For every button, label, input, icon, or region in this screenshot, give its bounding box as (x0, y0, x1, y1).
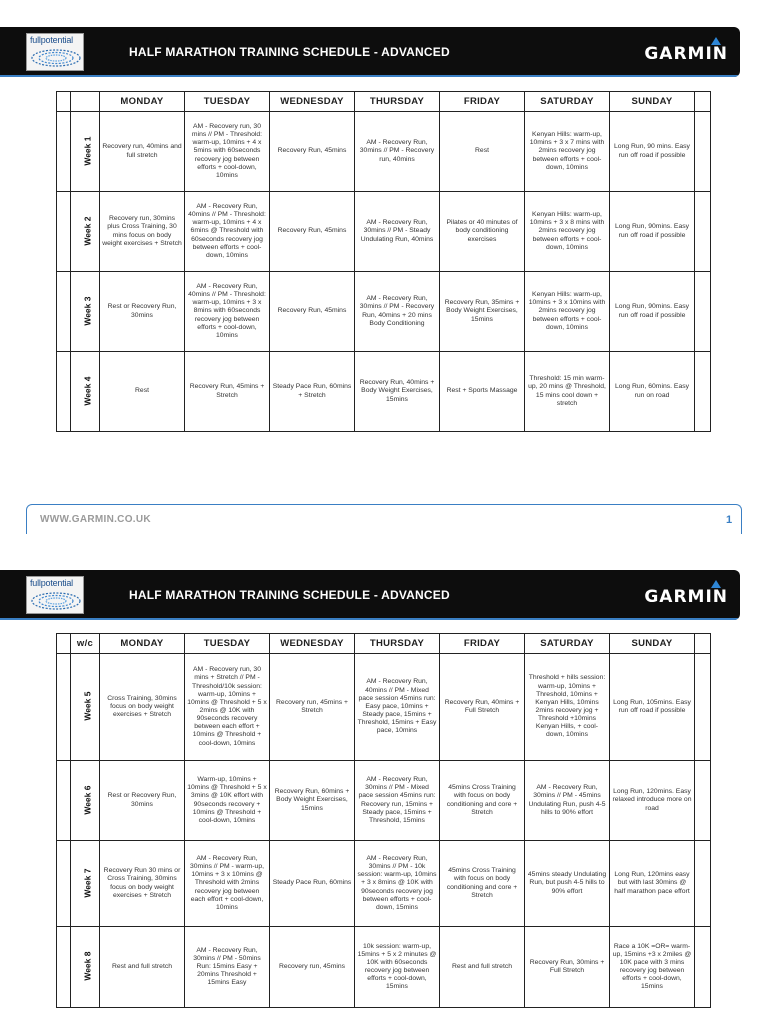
blank-cell (695, 634, 711, 654)
garmin-logo: GARMIN (644, 587, 728, 607)
session-cell-wednesday: Steady Pace Run, 60mins (270, 841, 355, 927)
swirl-icon (30, 47, 82, 69)
session-cell-tuesday: AM - Recovery Run, 30mins // PM - warm-up, 10mins + 3 x 10mins @ Threshold with 2mins recovery jog between each effort + cool-down, 10mins (185, 841, 270, 927)
corner-cell: w/c (71, 634, 100, 654)
day-header-saturday: SATURDAY (525, 92, 610, 112)
session-cell-thursday: AM - Recovery Run, 30mins // PM - Recovery run, 40mins (355, 112, 440, 192)
session-cell-tuesday: Recovery Run, 45mins + Stretch (185, 352, 270, 432)
week-row (57, 654, 711, 761)
day-header-wednesday: WEDNESDAY (270, 92, 355, 112)
blank-cell (57, 761, 71, 841)
week-label-cell (71, 927, 100, 1008)
week-label: Week 8 (82, 951, 93, 982)
session-cell-sunday: Long Run, 60mins. Easy run on road (610, 352, 695, 432)
session-cell-thursday: AM - Recovery Run, 30mins // PM - Recovery Run, 40mins + 20 mins Body Conditioning (355, 272, 440, 352)
session-cell-tuesday: AM - Recovery Run, 40mins // PM - Threshold: warm-up, 10mins + 4 x 6mins @ Threshold with 60seconds recovery jog between efforts + cool-down, 10mins (185, 192, 270, 272)
blank-cell (695, 654, 711, 761)
session-cell-wednesday: Recovery Run, 45mins (270, 112, 355, 192)
blank-cell (695, 927, 711, 1008)
blank-cell (695, 352, 711, 432)
week-label-cell (71, 352, 100, 432)
session-cell-monday: Cross Training, 30mins focus on body weight exercises + Stretch (100, 654, 185, 761)
page2-header-banner (0, 570, 740, 620)
blank-cell (695, 92, 711, 112)
session-cell-saturday: Threshold: 15 min warm-up, 20 mins @ Threshold, 15 mins cool down + stretch (525, 352, 610, 432)
swirl-icon (30, 590, 82, 612)
week-label: Week 1 (82, 136, 93, 166)
blank-cell (57, 272, 71, 352)
blank-cell (695, 192, 711, 272)
day-header-thursday: THURSDAY (355, 634, 440, 654)
blank-cell (695, 272, 711, 352)
day-header-sunday: SUNDAY (610, 634, 695, 654)
day-header-saturday: SATURDAY (525, 634, 610, 654)
session-cell-saturday: Kenyan Hills: warm-up, 10mins + 3 x 7 mins with 2mins recovery jog between efforts + cool-down, 10mins (525, 112, 610, 192)
blank-cell (57, 352, 71, 432)
logo-wordmark: fullpotential (30, 35, 73, 45)
session-cell-tuesday: AM - Recovery run, 30 mins + Stretch // PM - Threshold/10k session: warm-up, 10mins + 10mins @ Threshold + 5 x 2mins @ 10K with 90seconds recovery between each effort + 10mins @ Threshold + cool-down, 10mins (185, 654, 270, 761)
session-cell-monday: Recovery Run 30 mins or Cross Training, 30mins focus on body weight exercises + Stretch (100, 841, 185, 927)
week-label-cell (71, 841, 100, 927)
session-cell-monday: Rest and full stretch (100, 927, 185, 1008)
session-cell-friday: Rest + Sports Massage (440, 352, 525, 432)
week-row (57, 841, 711, 927)
week-label-cell (71, 761, 100, 841)
day-header-tuesday: TUESDAY (185, 634, 270, 654)
week-label: Week 7 (82, 868, 93, 898)
session-cell-tuesday: AM - Recovery run, 30 mins // PM - Threshold: warm-up, 10mins + 4 x 5mins with 60seconds recovery jog between efforts + cool-down, 10mins (185, 112, 270, 192)
session-cell-saturday: Kenyan Hills: warm-up, 10mins + 3 x 8 mins with 2mins recovery jog between efforts + cool-down, 10mins (525, 192, 610, 272)
session-cell-saturday: AM - Recovery Run, 30mins // PM - 45mins Undulating Run, push 4-5 hills to 90% effort (525, 761, 610, 841)
session-cell-sunday: Long Run, 90mins. Easy run off road if possible (610, 192, 695, 272)
blank-cell (57, 841, 71, 927)
session-cell-monday: Recovery run, 30mins plus Cross Training, 30 mins focus on body weight exercises + Stretch (100, 192, 185, 272)
week-label: Week 2 (82, 216, 93, 246)
header-row (57, 92, 711, 112)
day-header-sunday: SUNDAY (610, 92, 695, 112)
session-cell-tuesday: Warm-up, 10mins + 10mins @ Threshold + 5 x 3mins @ 10K effort with 90seconds recovery + 10mins @ Threshold + cool-down, 10mins (185, 761, 270, 841)
session-cell-saturday: Recovery Run, 30mins + Full Stretch (525, 927, 610, 1008)
blank-cell (57, 634, 71, 654)
blank-cell (695, 841, 711, 927)
day-header-friday: FRIDAY (440, 92, 525, 112)
session-cell-tuesday: AM - Recovery Run, 30mins // PM - 50mins Run: 15mins Easy + 20mins Threshold + 15mins Easy (185, 927, 270, 1008)
session-cell-thursday: Recovery Run, 40mins + Body Weight Exercises, 15mins (355, 352, 440, 432)
session-cell-tuesday: AM - Recovery Run, 40mins // PM - Threshold: warm-up, 10mins + 3 x 8mins with 60seconds recovery jog between efforts + cool-down, 10mins (185, 272, 270, 352)
session-cell-wednesday: Recovery run, 45mins (270, 927, 355, 1008)
session-cell-saturday: Kenyan Hills: warm-up, 10mins + 3 x 10mins with 2mins recovery jog between efforts + cool-down, 10mins (525, 272, 610, 352)
session-cell-thursday: AM - Recovery Run, 40mins // PM - Mixed pace session 45mins run: Easy pace, 10mins + Steady pace, 15mins + Threshold, 15mins + Easy pace, 10mins (355, 654, 440, 761)
session-cell-sunday: Long Run, 90mins. Easy run off road if possible (610, 272, 695, 352)
session-cell-wednesday: Recovery Run, 60mins + Body Weight Exercises, 15mins (270, 761, 355, 841)
schedule-table-weeks-5-8 (56, 633, 711, 1008)
day-header-thursday: THURSDAY (355, 92, 440, 112)
session-cell-friday: Recovery Run, 40mins + Full Stretch (440, 654, 525, 761)
session-cell-sunday: Long Run, 105mins. Easy run off road if possible (610, 654, 695, 761)
week-label-cell (71, 192, 100, 272)
session-cell-thursday: AM - Recovery Run, 30mins // PM - Mixed pace session 45mins run: Recovery run, 15mins + Steady pace, 15mins + Threshold, 15mins (355, 761, 440, 841)
session-cell-sunday: Long Run, 90 mins. Easy run off road if possible (610, 112, 695, 192)
week-row (57, 352, 711, 432)
blank-cell (57, 192, 71, 272)
header-row (57, 634, 711, 654)
week-label-cell (71, 272, 100, 352)
session-cell-saturday: Threshold + hills session: warm-up, 10mins + Threshold, 10mins + Kenyan Hills, 10mins 2mins recovery jog + Threshold +10mins Kenyan Hills, + cool-down, 10mins (525, 654, 610, 761)
week-row (57, 192, 711, 272)
logo-wordmark: fullpotential (30, 578, 73, 588)
page-title: HALF MARATHON TRAINING SCHEDULE - ADVANCED (129, 45, 450, 59)
session-cell-wednesday: Recovery Run, 45mins (270, 192, 355, 272)
session-cell-friday: Rest and full stretch (440, 927, 525, 1008)
week-label-cell (71, 654, 100, 761)
session-cell-monday: Rest or Recovery Run, 30mins (100, 272, 185, 352)
session-cell-friday: Recovery Run, 35mins + Body Weight Exercises, 15mins (440, 272, 525, 352)
session-cell-sunday: Race a 10K =OR= warm-up, 15mins +3 x 2miles @ 10K pace with 3 mins recovery jog between efforts + cool-down, 15mins (610, 927, 695, 1008)
day-header-wednesday: WEDNESDAY (270, 634, 355, 654)
page-number: 1 (726, 514, 733, 526)
page-title: HALF MARATHON TRAINING SCHEDULE - ADVANCED (129, 588, 450, 602)
session-cell-sunday: Long Run, 120mins. Easy relaxed introduce more on road (610, 761, 695, 841)
page1-header-banner (0, 27, 740, 77)
session-cell-wednesday: Recovery Run, 45mins (270, 272, 355, 352)
session-cell-monday: Rest (100, 352, 185, 432)
blank-cell (695, 761, 711, 841)
garmin-logo: GARMIN (644, 44, 728, 64)
day-header-monday: MONDAY (100, 92, 185, 112)
session-cell-monday: Recovery run, 40mins and full stretch (100, 112, 185, 192)
week-row (57, 761, 711, 841)
week-row (57, 927, 711, 1008)
blank-cell (695, 112, 711, 192)
day-header-friday: FRIDAY (440, 634, 525, 654)
session-cell-wednesday: Steady Pace Run, 60mins + Stretch (270, 352, 355, 432)
session-cell-thursday: AM - Recovery Run, 30mins // PM - Steady Undulating Run, 40mins (355, 192, 440, 272)
week-label: Week 6 (82, 785, 93, 815)
week-row (57, 112, 711, 192)
schedule-table-weeks-1-4 (56, 91, 711, 432)
session-cell-friday: Rest (440, 112, 525, 192)
corner-cell (71, 92, 100, 112)
day-header-monday: MONDAY (100, 634, 185, 654)
session-cell-saturday: 45mins steady Undulating Run, but push 4-5 hills to 90% effort (525, 841, 610, 927)
blank-cell (57, 927, 71, 1008)
fullpotential-logo (26, 576, 84, 614)
blank-cell (57, 92, 71, 112)
week-label: Week 3 (82, 296, 93, 326)
session-cell-monday: Rest or Recovery Run, 30mins (100, 761, 185, 841)
blank-cell (57, 654, 71, 761)
week-label: Week 4 (82, 376, 93, 406)
day-header-tuesday: TUESDAY (185, 92, 270, 112)
session-cell-sunday: Long Run, 120mins easy but with last 30mins @ half marathon pace effort (610, 841, 695, 927)
blank-cell (57, 112, 71, 192)
week-label: Week 5 (82, 691, 93, 722)
week-row (57, 272, 711, 352)
session-cell-thursday: 10k session: warm-up, 15mins + 5 x 2 minutes @ 10K with 60seconds recovery jog between efforts + cool-down, 15mins (355, 927, 440, 1008)
footer-url: WWW.GARMIN.CO.UK (40, 514, 151, 525)
fullpotential-logo (26, 33, 84, 71)
week-label-cell (71, 112, 100, 192)
session-cell-friday: 45mins Cross Training with focus on body conditioning and core + Stretch (440, 841, 525, 927)
session-cell-friday: 45mins Cross Training with focus on body conditioning and core + Stretch (440, 761, 525, 841)
session-cell-wednesday: Recovery run, 45mins + Stretch (270, 654, 355, 761)
session-cell-friday: Pilates or 40 minutes of body conditioning exercises (440, 192, 525, 272)
session-cell-thursday: AM - Recovery Run, 30mins // PM - 10k session: warm-up, 10mins + 3 x 8mins @ 10K with 90seconds recovery jog between efforts + cool-down, 15mins (355, 841, 440, 927)
